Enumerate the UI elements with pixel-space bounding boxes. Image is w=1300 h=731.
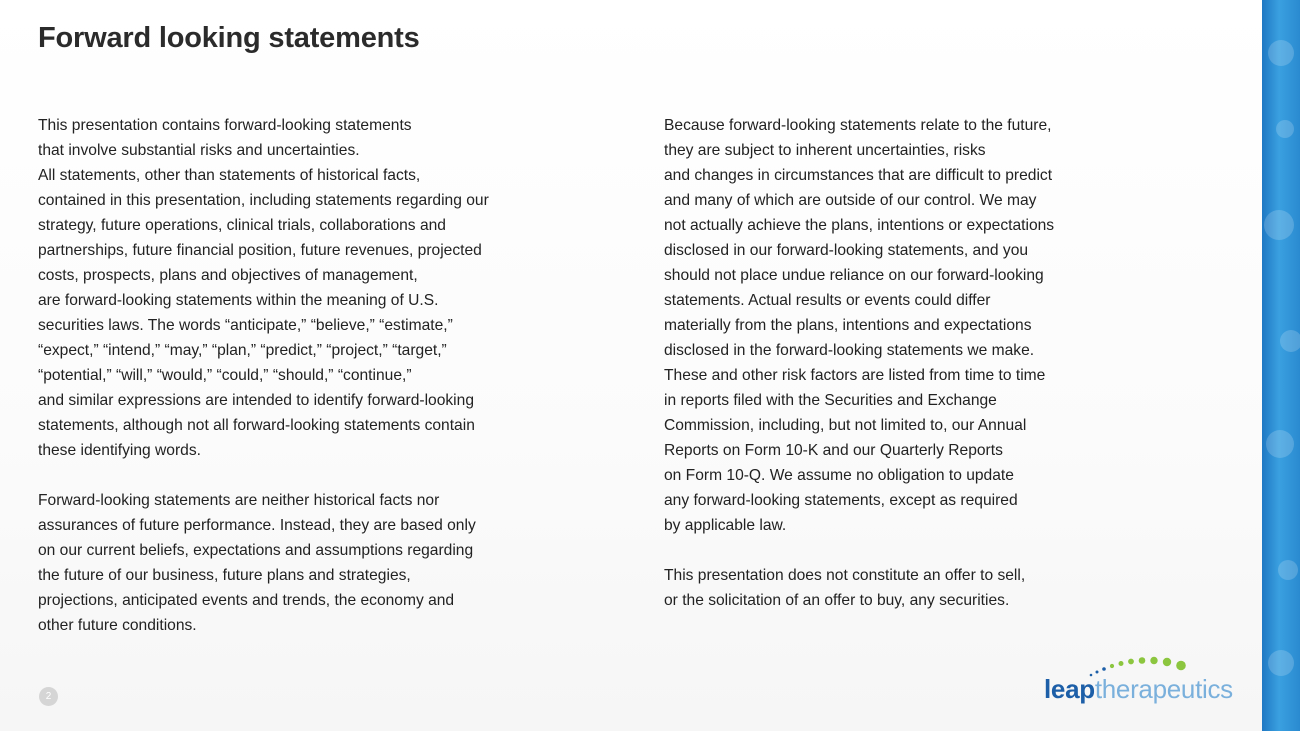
text-line: Forward-looking statements are neither historical facts nor [38,492,440,509]
paragraph-gap [664,538,1224,563]
text-line: partnerships, future financial position, future revenues, projected [38,242,482,259]
text-line: on our current beliefs, expectations and assumptions regarding [38,542,474,559]
company-logo [1044,653,1233,705]
right-text-column [664,113,1224,613]
text-line: are forward-looking statements within the meaning of U.S. [38,292,439,309]
text-line: statements, although not all forward-looking statements contain [38,417,475,434]
text-line: in reports filed with the Securities and Exchange [664,392,997,409]
logo-wordmark [1044,675,1233,703]
text-line: other future conditions. [38,617,197,634]
text-line: “expect,” “intend,” “may,” “plan,” “predict,” “project,” “target,” [38,342,447,359]
text-line: disclosed in the forward-looking statements we make. [664,342,1035,359]
logo-word-leap: leap [1044,674,1095,704]
text-line: Because forward-looking statements relate to the future, [664,117,1052,134]
text-line: on Form 10-Q. We assume no obligation to update [664,467,1014,484]
logo-word-therapeutics: therapeutics [1094,674,1233,704]
text-line: materially from the plans, intentions and expectations [664,317,1032,334]
text-line: and similar expressions are intended to identify forward-looking [38,392,474,409]
text-line: they are subject to inherent uncertainties, risks [664,142,986,159]
text-line: or the solicitation of an offer to buy, any securities. [664,592,1010,609]
text-line: “potential,” “will,” “would,” “could,” “should,” “continue,” [38,367,412,384]
text-line: the future of our business, future plans and strategies, [38,567,411,584]
left-text-column [38,113,598,638]
text-line: by applicable law. [664,517,787,534]
text-line: Reports on Form 10-K and our Quarterly Reports [664,442,1003,459]
text-line: These and other risk factors are listed from time to time [664,367,1046,384]
text-line: should not place undue reliance on our forward-looking [664,267,1044,284]
text-line: All statements, other than statements of historical facts, [38,167,421,184]
text-line: securities laws. The words “anticipate,” “believe,” “estimate,” [38,317,453,334]
paragraph-gap [38,463,598,488]
text-line: This presentation contains forward-looking statements [38,117,412,134]
page-number-badge: 2 [39,687,58,706]
text-line: these identifying words. [38,442,201,459]
decorative-side-bar [1262,0,1300,731]
text-line: any forward-looking statements, except as required [664,492,1018,509]
text-line: disclosed in our forward-looking statements, and you [664,242,1029,259]
text-line: contained in this presentation, including statements regarding our [38,192,489,209]
text-line: projections, anticipated events and trends, the economy and [38,592,455,609]
text-line: costs, prospects, plans and objectives of management, [38,267,418,284]
text-line: not actually achieve the plans, intentions or expectations [664,217,1055,234]
text-line: that involve substantial risks and uncertainties. [38,142,360,159]
text-line: assurances of future performance. Instead, they are based only [38,517,476,534]
text-line: strategy, future operations, clinical trials, collaborations and [38,217,446,234]
text-line: Commission, including, but not limited to, our Annual [664,417,1027,434]
text-line: and many of which are outside of our control. We may [664,192,1037,209]
text-line: and changes in circumstances that are difficult to predict [664,167,1053,184]
text-line: statements. Actual results or events could differ [664,292,991,309]
slide-title: Forward looking statements [38,22,420,54]
text-line: This presentation does not constitute an offer to sell, [664,567,1026,584]
